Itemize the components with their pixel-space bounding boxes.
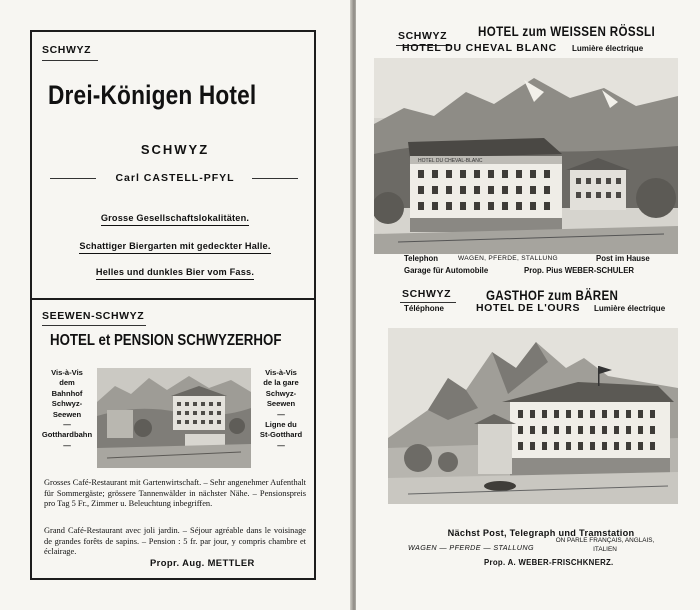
schwyzerhof-engraving	[97, 368, 251, 468]
roessli-services: WAGEN, PFERDE, STALLUNG	[458, 255, 558, 262]
caption-line: Schwyz-	[51, 399, 83, 409]
drei-feature: Grosse Gesellschaftslokalitäten.	[101, 213, 249, 226]
schwyzerhof-right-caption	[254, 368, 308, 451]
drei-hotel-title: Drei-Königen Hotel	[48, 80, 257, 110]
caption-line: Seewen	[266, 399, 296, 409]
schwyzerhof-text-french: Grand Café-Restaurant avec joli jardin. – Séjour agréable dans le voisinage de grandes forêts de sapins. – Pension : 5 fr. par jour, y compris chambre et éclairage.	[44, 526, 306, 556]
drei-feature: Schattiger Biergarten mit gedeckter Halle.	[79, 241, 270, 254]
schwyzerhof-text-german: Grosses Café-Restaurant mit Gartenwirtschaft. – Sehr angenehmer Aufenthalt für Sommergäste; grössere Tannenwälder in nächster Nähe. – Pensionspreis pro Tag 5 Fr., Zimmer u. Beleuchtung inbegriffen.	[44, 478, 306, 508]
roessli-facade-sign: HOTEL DU CHEVAL-BLANC	[418, 158, 483, 164]
caption-line: de la gare	[263, 378, 299, 388]
caption-line: Schwyz-	[265, 388, 297, 398]
drei-town: SCHWYZ	[140, 142, 210, 157]
schwyzerhof-proprietor: Propr. Aug. METTLER	[150, 557, 255, 568]
baeren-languages: ON PARLE FRANÇAIS, ANGLAIS, ITALIEN	[555, 537, 655, 553]
baeren-title: GASTHOF zum BÄREN	[486, 288, 619, 303]
baeren-phone: Téléphone	[404, 304, 445, 313]
schwyzerhof-left-caption	[40, 368, 94, 451]
caption-line: Bahnhof	[51, 388, 83, 398]
caption-line: Ligne du	[265, 420, 297, 430]
roessli-garage: Garage für Automobile	[404, 266, 489, 275]
caption-line: Vis-à-Vis	[265, 368, 297, 377]
rule	[42, 325, 146, 326]
baeren-proprietor: Prop. A. WEBER-FRISCHKNERZ.	[484, 558, 614, 567]
roessli-proprietor: Prop. Pius WEBER-SCHULER	[524, 266, 635, 275]
roessli-electric: Lumière électrique	[572, 44, 644, 53]
drei-feature-2-row	[30, 236, 320, 254]
rule	[252, 178, 298, 179]
schwyzerhof-title: HOTEL et PENSION SCHWYZERHOF	[50, 332, 282, 349]
caption-line: Seewen	[52, 409, 82, 419]
roessli-title-french: HOTEL DU CHEVAL BLANC	[402, 42, 558, 54]
baeren-services: Nächst Post, Telegraph und Tramstation	[447, 528, 635, 538]
roessli-engraving	[374, 58, 678, 254]
roessli-post: Post im Hause	[596, 254, 650, 263]
drei-feature: Helles und dunkles Bier vom Fass.	[96, 267, 254, 280]
baeren-location: SCHWYZ	[402, 288, 452, 300]
caption-line: St-Gotthard	[259, 430, 303, 440]
baeren-vehicles: WAGEN — PFERDE — STALLUNG	[408, 543, 534, 552]
drei-proprietor: Carl CASTELL-PFYL	[115, 172, 235, 184]
caption-line: dem	[59, 378, 75, 388]
left-page-divider	[30, 298, 316, 300]
caption-line: —	[63, 440, 71, 450]
caption-line: Gotthardbahn	[41, 430, 93, 440]
caption-line: Vis-à-Vis	[51, 368, 83, 377]
roessli-phone: Telephon	[404, 254, 439, 263]
drei-feature-3-row	[30, 262, 320, 280]
baeren-electric: Lumière électrique	[594, 304, 666, 313]
rule	[400, 302, 456, 303]
caption-line: —	[63, 420, 71, 430]
roessli-location: SCHWYZ	[398, 30, 448, 42]
drei-feature-1-row	[30, 208, 320, 226]
caption-line: —	[277, 440, 285, 450]
right-page	[356, 0, 700, 610]
rule	[42, 60, 98, 61]
caption-line: —	[277, 409, 285, 419]
baeren-engraving	[388, 328, 678, 504]
drei-location: SCHWYZ	[42, 44, 92, 56]
baeren-title-french: HOTEL DE L'OURS	[476, 302, 581, 314]
roessli-title: HOTEL zum WEISSEN RÖSSLI	[478, 24, 656, 39]
schwyzerhof-location: SEEWEN-SCHWYZ	[42, 310, 145, 322]
